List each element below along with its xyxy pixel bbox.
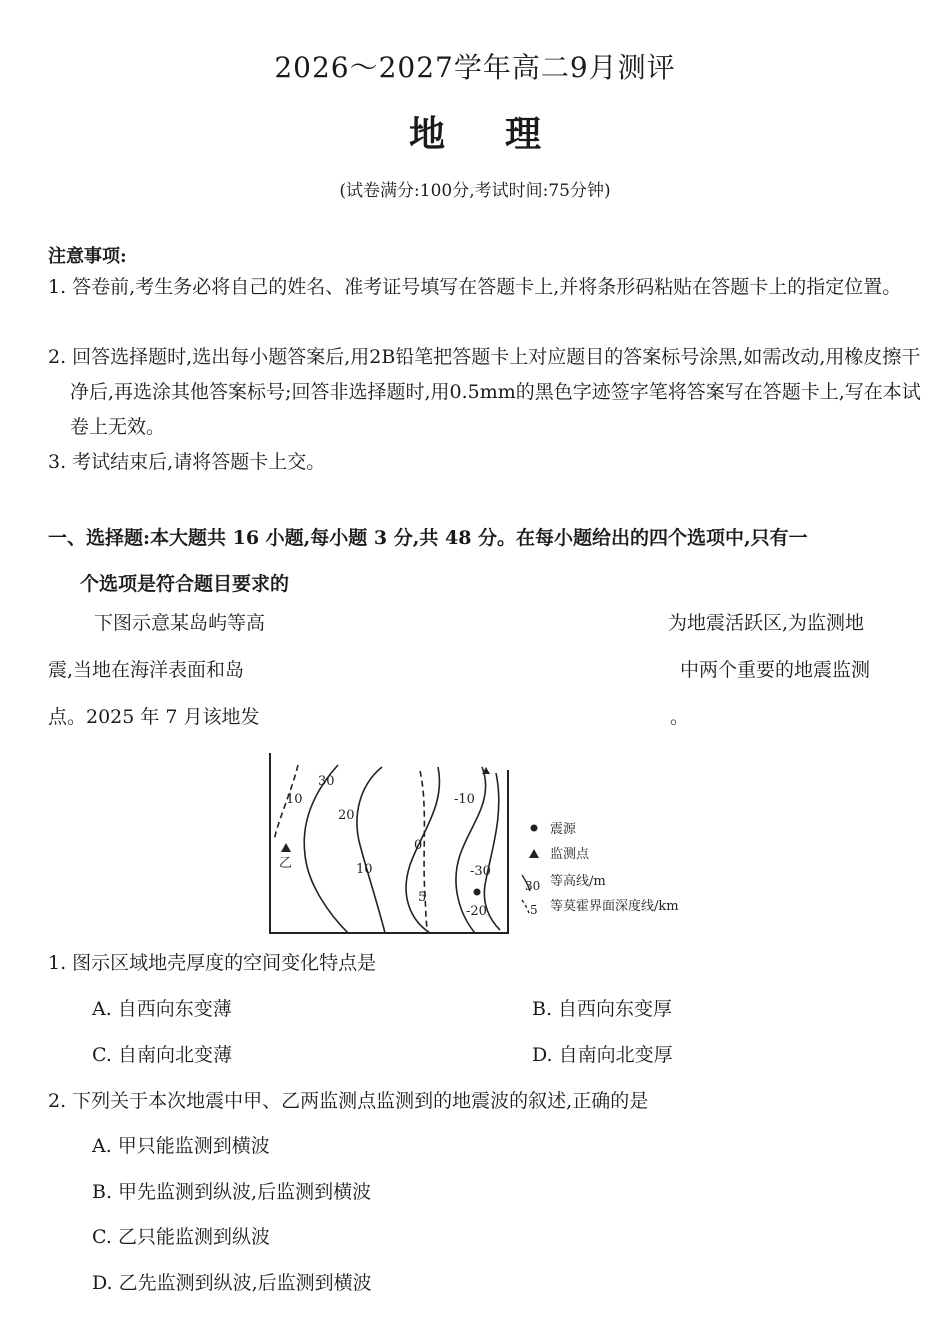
question-2-stem: 2. 下列关于本次地震中甲、乙两监测点监测到的地震波的叙述,正确的是 bbox=[48, 1090, 649, 1112]
station-label: 乙 bbox=[279, 856, 293, 871]
legend-station-label: 监测点 bbox=[550, 847, 590, 862]
station-triangle-icon bbox=[281, 843, 291, 852]
question-1-option-b: B. 自西向东变厚 bbox=[532, 998, 673, 1020]
material-line2-left: 震,当地在海洋表面和岛 bbox=[48, 659, 245, 681]
material-line3-left: 点。2025 年 7 月该地发 bbox=[48, 706, 260, 728]
notice-item-2: 2. 回答选择题时,选出每小题答案后,用2B铅笔把答题卡上对应题目的答案标号涂黑,如需改动,用橡皮擦干净后,再选涂其他答案标号;回答非选择题时,用0.5mm的黑色字迹签字笔将答案写在答题卡上,写在本试卷上无效。 bbox=[48, 346, 921, 438]
legend-epicenter-icon bbox=[531, 825, 538, 832]
contour-label: -30 bbox=[470, 864, 491, 879]
exam-title: 2026～2027学年高二9月测评 bbox=[274, 51, 676, 84]
question-2-option-c: C. 乙只能监测到纵波 bbox=[92, 1226, 270, 1248]
question-2-option-a: A. 甲只能监测到横波 bbox=[92, 1135, 270, 1157]
section-heading-line2: 个选项是符合题目要求的 bbox=[80, 573, 290, 595]
material-line1-right: 为地震活跃区,为监测地 bbox=[668, 612, 865, 634]
legend-moho-sample: 5 bbox=[530, 903, 538, 917]
notice-item-3: 3. 考试结束后,请将答题卡上交。 bbox=[48, 451, 326, 473]
material-line3-right: 。 bbox=[670, 706, 690, 728]
question-1-option-a: A. 自西向东变薄 bbox=[92, 998, 232, 1020]
legend-moho-label: 等莫霍界面深度线/km bbox=[550, 899, 679, 914]
question-1-option-d: D. 自南向北变厚 bbox=[532, 1044, 673, 1066]
legend-station-icon bbox=[529, 849, 539, 858]
section-heading bbox=[48, 515, 904, 607]
contour-label: 30 bbox=[318, 774, 335, 789]
section-heading-line1: 一、选择题:本大题共 16 小题,每小题 3 分,共 48 分。在每小题给出的四个选项中,只有一 bbox=[48, 527, 808, 549]
contour-label: -20 bbox=[466, 904, 487, 919]
material-line1-left: 下图示意某岛屿等高 bbox=[94, 612, 266, 634]
contour-label: 10 bbox=[356, 862, 373, 877]
contour-label: 5 bbox=[418, 890, 427, 905]
question-2-option-b: B. 甲先监测到纵波,后监测到横波 bbox=[92, 1181, 372, 1203]
legend-moho-icon bbox=[522, 900, 530, 916]
notice-item-1: 1. 答卷前,考生务必将自己的姓名、准考证号填写在答题卡上,并将条形码粘贴在答题卡上的指定位置。 bbox=[48, 276, 902, 298]
question-1-stem: 1. 图示区域地壳厚度的空间变化特点是 bbox=[48, 952, 377, 974]
contour-map-figure bbox=[260, 745, 720, 945]
legend-contour-label: 等高线/m bbox=[550, 874, 606, 889]
notice-heading: 注意事项: bbox=[48, 246, 127, 267]
epicenter-dot-icon bbox=[474, 889, 481, 896]
contour-label: 10 bbox=[286, 792, 303, 807]
material-line2-right: 中两个重要的地震监测 bbox=[680, 659, 871, 681]
legend-contour-sample: 30 bbox=[525, 879, 541, 893]
exam-info: (试卷满分:100分,考试时间:75分钟) bbox=[339, 181, 611, 201]
subject-title: 地理 bbox=[408, 113, 601, 155]
contour-label: 20 bbox=[338, 808, 355, 823]
contour-label: 0 bbox=[414, 838, 423, 853]
contour-label: -10 bbox=[454, 792, 475, 807]
legend-epicenter-label: 震源 bbox=[550, 822, 577, 837]
contour-line-20-10 bbox=[357, 767, 385, 933]
contour-line-30 bbox=[304, 765, 348, 933]
question-2-option-d: D. 乙先监测到纵波,后监测到横波 bbox=[92, 1272, 372, 1294]
question-1-option-c: C. 自南向北变薄 bbox=[92, 1044, 232, 1066]
